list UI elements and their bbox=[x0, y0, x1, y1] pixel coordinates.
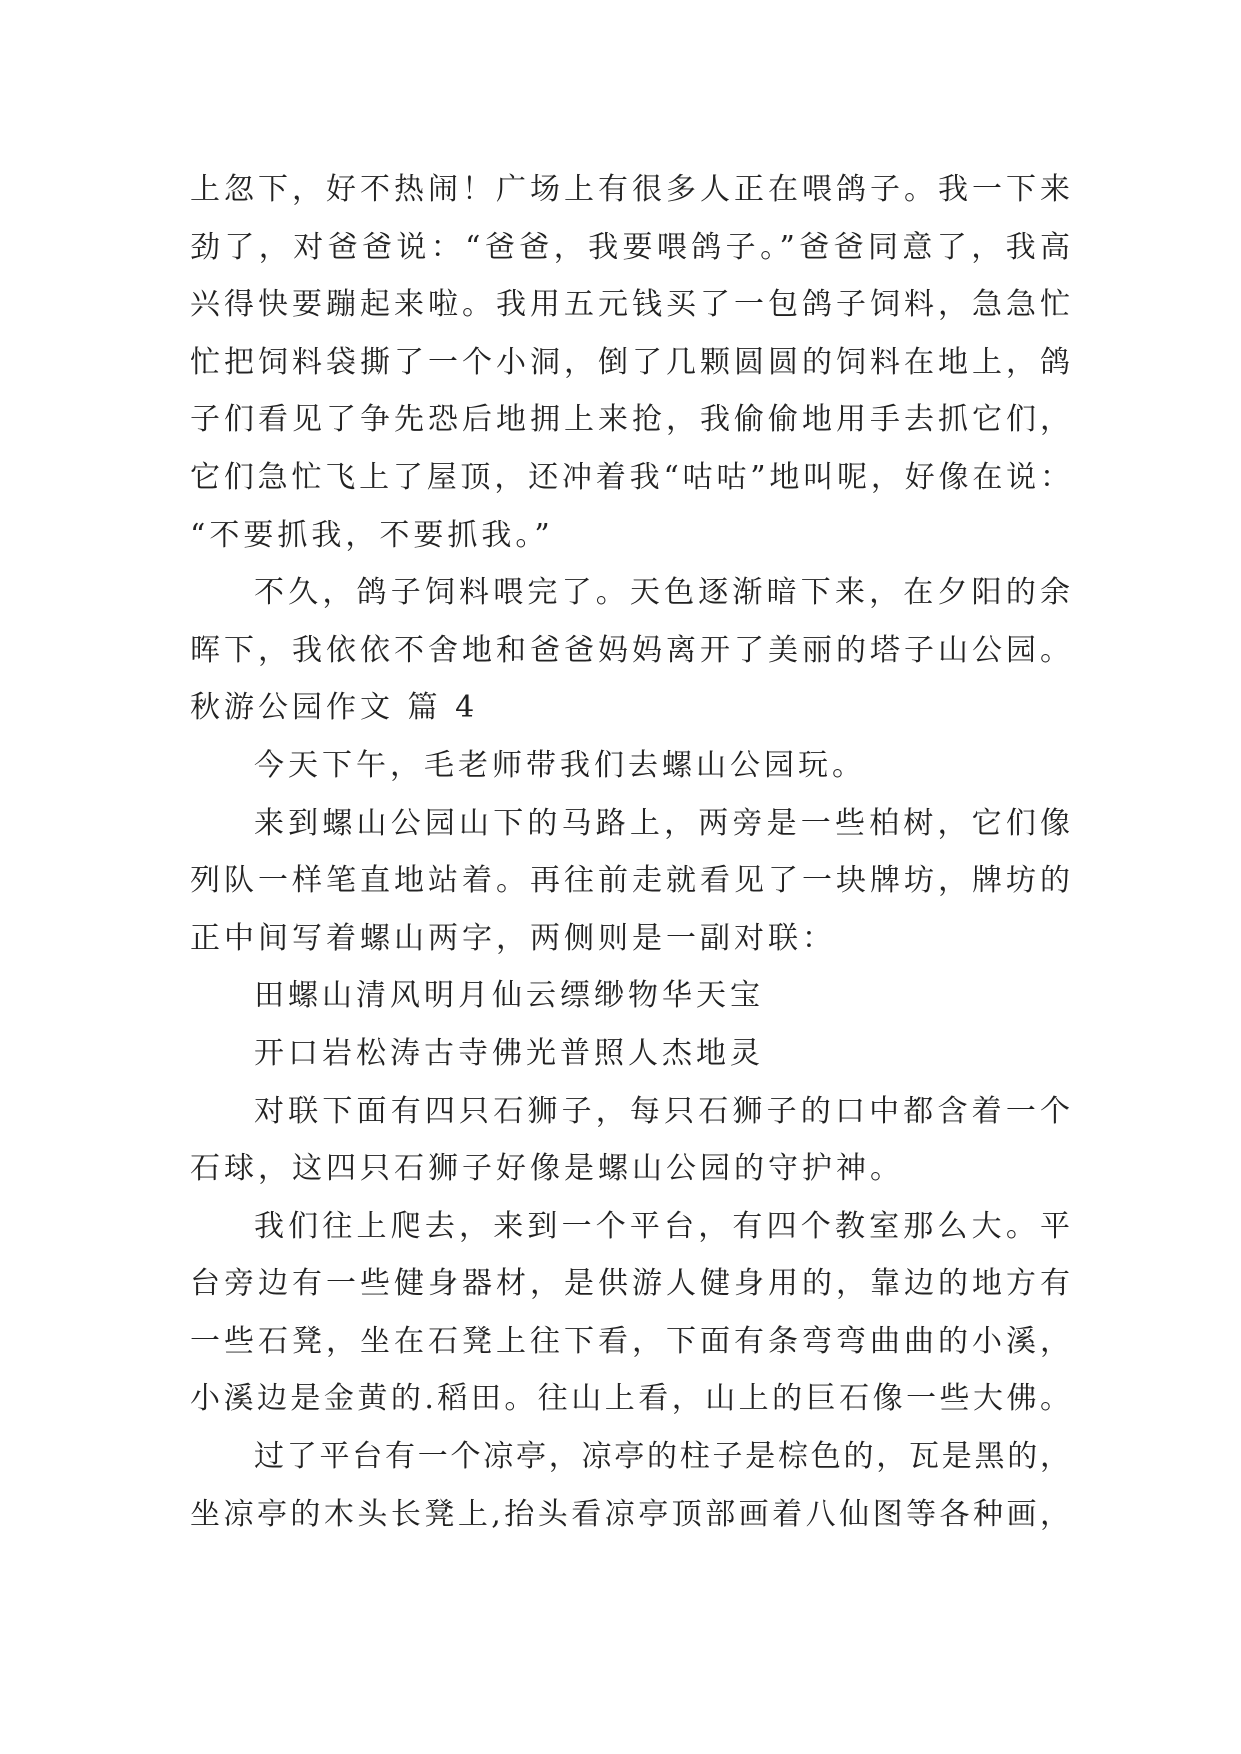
text-line: 晖下，我依依不舍地和爸爸妈妈离开了美丽的塔子山公园。 bbox=[190, 632, 1070, 668]
couplet-line: 田螺山清风明月仙云缥缈物华天宝 bbox=[254, 978, 764, 1014]
text-line: 列队一样笔直地站着。再往前走就看见了一块牌坊，牌坊的 bbox=[190, 863, 1070, 899]
section-heading: 秋游公园作文 篇 4 bbox=[190, 690, 479, 726]
couplet-line: 开口岩松涛古寺佛光普照人杰地灵 bbox=[254, 1035, 764, 1071]
text-line: 正中间写着螺山两字，两侧则是一副对联： bbox=[190, 920, 836, 956]
paragraph-start-line: 过了平台有一个凉亭，凉亭的柱子是棕色的，瓦是黑的， bbox=[254, 1439, 1070, 1475]
text-line: 小溪边是金黄的.稻田。往山上看，山上的巨石像一些大佛。 bbox=[190, 1381, 1070, 1417]
paragraph-start-line: 来到螺山公园山下的马路上，两旁是一些柏树，它们像 bbox=[254, 805, 1070, 841]
text-line: 它们急忙飞上了屋顶，还冲着我“咕咕”地叫呢，好像在说： bbox=[190, 459, 1070, 495]
text-line: 忙把饲料袋撕了一个小洞，倒了几颗圆圆的饲料在地上，鸽 bbox=[190, 344, 1070, 380]
text-line: 上忽下，好不热闹！广场上有很多人正在喂鸽子。我一下来 bbox=[190, 172, 1070, 207]
paragraph-start-line: 对联下面有四只石狮子，每只石狮子的口中都含着一个 bbox=[254, 1093, 1070, 1129]
text-line: 兴得快要蹦起来啦。我用五元钱买了一包鸽子饲料，急急忙 bbox=[190, 287, 1070, 323]
text-line: 劲了，对爸爸说：“爸爸，我要喂鸽子。”爸爸同意了，我高 bbox=[190, 229, 1070, 265]
text-line: 坐凉亭的木头长凳上,抬头看凉亭顶部画着八仙图等各种画， bbox=[190, 1496, 1070, 1532]
paragraph-start-line: 今天下午，毛老师带我们去螺山公园玩。 bbox=[254, 747, 866, 783]
text-line: “不要抓我，不要抓我。” bbox=[190, 517, 554, 553]
text-line: 石球，这四只石狮子好像是螺山公园的守护神。 bbox=[190, 1151, 904, 1187]
paragraph-start-line: 不久，鸽子饲料喂完了。天色逐渐暗下来，在夕阳的余 bbox=[254, 575, 1070, 611]
essay-text bbox=[190, 161, 1070, 1543]
text-line: 台旁边有一些健身器材，是供游人健身用的，靠边的地方有 bbox=[190, 1266, 1070, 1302]
text-line: 子们看见了争先恐后地拥上来抢，我偷偷地用手去抓它们， bbox=[190, 402, 1070, 438]
text-line: 一些石凳，坐在石凳上往下看，下面有条弯弯曲曲的小溪， bbox=[190, 1323, 1070, 1359]
paragraph-start-line: 我们往上爬去，来到一个平台，有四个教室那么大。平 bbox=[254, 1208, 1070, 1244]
